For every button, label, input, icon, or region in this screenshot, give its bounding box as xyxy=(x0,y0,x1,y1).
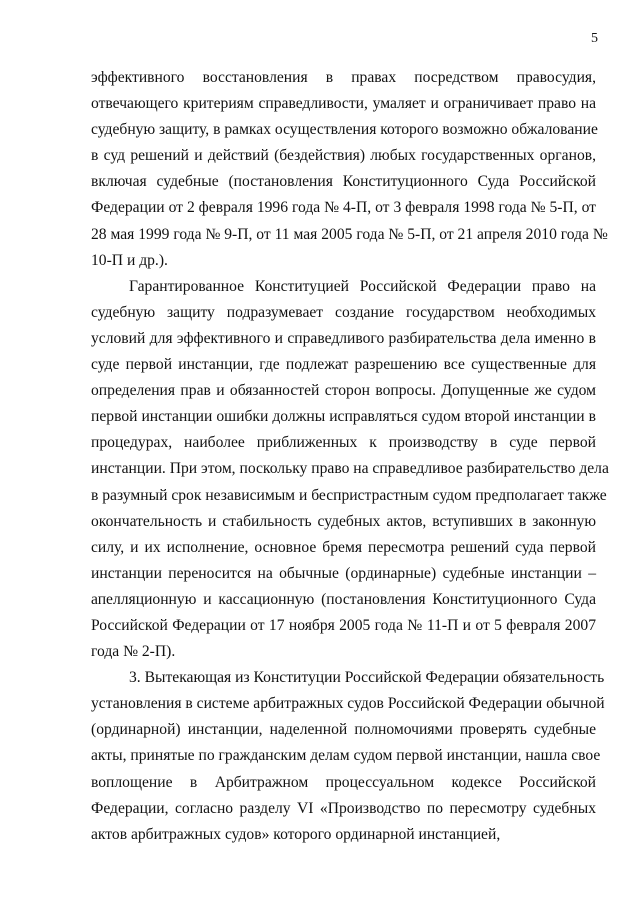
text-line: актов арбитражных судов» которого ординарной инстанцией, xyxy=(91,825,501,843)
text-line: установления в системе арбитражных судов Российской Федерации обычной xyxy=(91,695,605,713)
text-line: процедурах, наиболее приближенных к производству в суде первой xyxy=(91,434,596,452)
text-line: силу, и их исполнение, основное бремя пересмотра решений суда первой xyxy=(91,538,596,556)
text-line: первой инстанции ошибки должны исправляться судом второй инстанции в xyxy=(91,408,596,426)
text-line: 28 мая 1999 года № 9-П, от 11 мая 2005 года № 5-П, от 21 апреля 2010 года № xyxy=(91,225,608,243)
document-body xyxy=(91,65,609,848)
text-line: суде первой инстанции, где подлежат разрешению все существенные для xyxy=(91,356,596,374)
text-line: 10-П и др.). xyxy=(91,251,168,269)
text-line: 3. Вытекающая из Конституции Российской Федерации обязательность xyxy=(129,669,605,687)
page-number: 5 xyxy=(591,31,598,46)
text-line: акты, принятые по гражданским делам судом первой инстанции, нашла свое xyxy=(91,747,601,765)
text-line: (ординарной) инстанции, наделенной полномочиями проверять судебные xyxy=(91,721,596,739)
paragraph xyxy=(91,65,608,274)
text-line: определения прав и обязанностей сторон вопросы. Допущенные же судом xyxy=(91,382,596,400)
text-line: инстанции переносится на обычные (ординарные) судебные инстанции – xyxy=(91,564,596,582)
text-line: Федерации от 2 февраля 1996 года № 4-П, от 3 февраля 1998 года № 5-П, от xyxy=(91,199,596,217)
text-line: отвечающего критериям справедливости, умаляет и ограничивает право на xyxy=(91,95,596,113)
text-line: судебную защиту, в рамках осуществления которого возможно обжалование xyxy=(91,121,598,139)
text-line: инстанции. При этом, поскольку право на справедливое разбирательство дела xyxy=(91,460,609,478)
text-line: воплощение в Арбитражном процессуальном кодексе Российской xyxy=(91,773,596,791)
text-line: судебную защиту подразумевает создание государством необходимых xyxy=(91,303,596,321)
text-line: в суд решений и действий (бездействия) любых государственных органов, xyxy=(91,147,596,165)
text-line: в разумный срок независимым и беспристрастным судом предполагает также xyxy=(91,486,607,504)
text-line: Российской Федерации от 17 ноября 2005 года № 11-П и от 5 февраля 2007 xyxy=(91,616,596,634)
paragraph xyxy=(91,665,605,848)
text-line: окончательность и стабильность судебных актов, вступивших в законную xyxy=(91,512,596,530)
text-line: года № 2-П). xyxy=(91,643,176,661)
paragraph xyxy=(91,274,609,665)
text-line: эффективного восстановления в правах посредством правосудия, xyxy=(91,69,596,86)
text-line: условий для эффективного и справедливого разбирательства дела именно в xyxy=(91,329,596,347)
text-line: включая судебные (постановления Конституционного Суда Российской xyxy=(91,173,596,191)
text-line: Гарантированное Конституцией Российской Федерации право на xyxy=(129,277,596,295)
text-line: апелляционную и кассационную (постановления Конституционного Суда xyxy=(91,590,596,608)
text-line: Федерации, согласно разделу VI «Производство по пересмотру судебных xyxy=(91,799,596,817)
